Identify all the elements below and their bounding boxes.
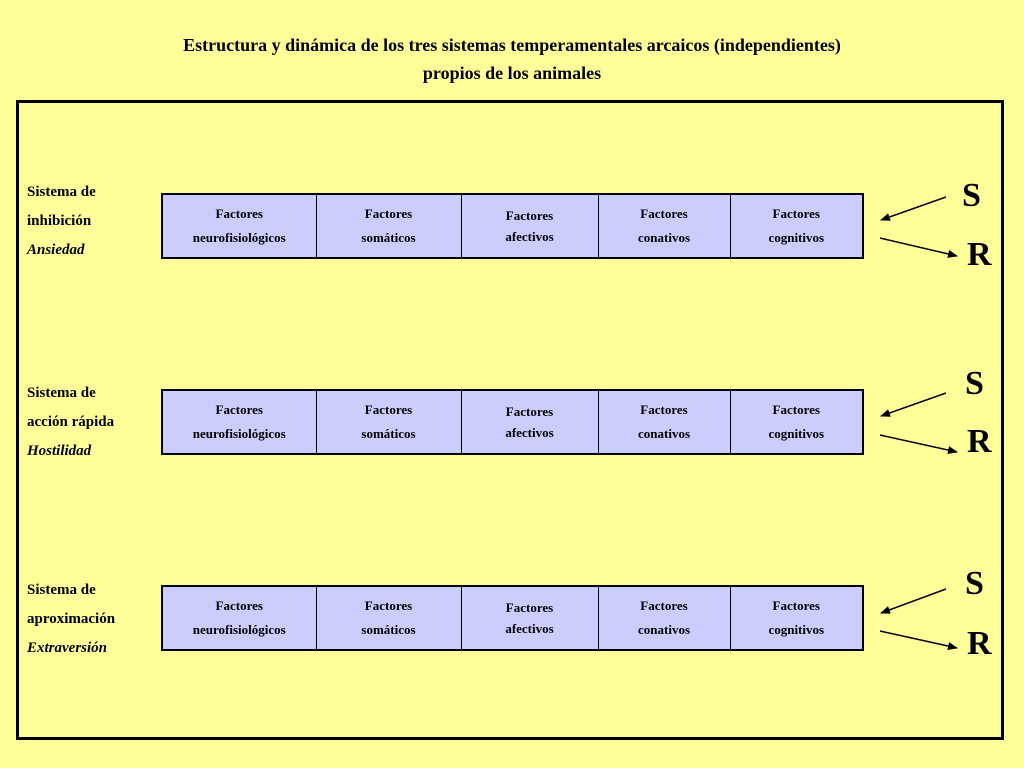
system-emotion: Extraversión <box>27 640 108 656</box>
factor-cell-neurofisiologicos: Factores neurofisiológicos <box>162 194 316 258</box>
factor-cell-afectivos: Factores afectivos <box>461 390 598 454</box>
factor-cell-neurofisiologicos: Factores neurofisiológicos <box>162 586 316 650</box>
response-label: R <box>967 625 992 662</box>
factor-cell-afectivos: Factores afectivos <box>461 194 598 258</box>
system-label-line1: Sistema de <box>27 184 96 200</box>
system-emotion: Hostilidad <box>27 443 92 459</box>
stimulus-label: S <box>962 177 981 214</box>
response-arrow <box>880 238 957 256</box>
title-line-2: propios de los animales <box>422 63 602 83</box>
factor-cell-somaticos: Factores somáticos <box>316 194 461 258</box>
stimulus-label: S <box>965 365 984 402</box>
factor-cell-somaticos: Factores somáticos <box>316 390 461 454</box>
factor-cell-neurofisiologicos: Factores neurofisiológicos <box>162 390 316 454</box>
factor-cell-conativos: Factores conativos <box>598 390 730 454</box>
system-label-line1: Sistema de <box>27 385 96 401</box>
stimulus-arrow <box>881 589 946 613</box>
factor-cell-afectivos: Factores afectivos <box>461 586 598 650</box>
factor-cell-conativos: Factores conativos <box>598 194 730 258</box>
system-label-line1: Sistema de <box>27 582 96 598</box>
system-emotion: Ansiedad <box>27 242 85 258</box>
response-arrow <box>880 435 957 452</box>
system-label-line2: aproximación <box>27 611 116 627</box>
response-label: R <box>967 236 992 273</box>
response-label: R <box>967 423 992 460</box>
system-label-line2: acción rápida <box>27 414 115 430</box>
stimulus-label: S <box>965 565 984 602</box>
factor-cell-cognitivos: Factores cognitivos <box>730 194 863 258</box>
title-line-1: Estructura y dinámica de los tres sistemas temperamentales arcaicos (independientes) <box>183 35 841 55</box>
factor-cell-somaticos: Factores somáticos <box>316 586 461 650</box>
factor-cell-cognitivos: Factores cognitivos <box>730 390 863 454</box>
factor-cell-conativos: Factores conativos <box>598 586 730 650</box>
stimulus-arrow <box>881 393 946 416</box>
factor-cell-cognitivos: Factores cognitivos <box>730 586 863 650</box>
stimulus-arrow <box>881 197 946 220</box>
system-label-line2: inhibición <box>27 213 92 229</box>
response-arrow <box>880 631 957 648</box>
